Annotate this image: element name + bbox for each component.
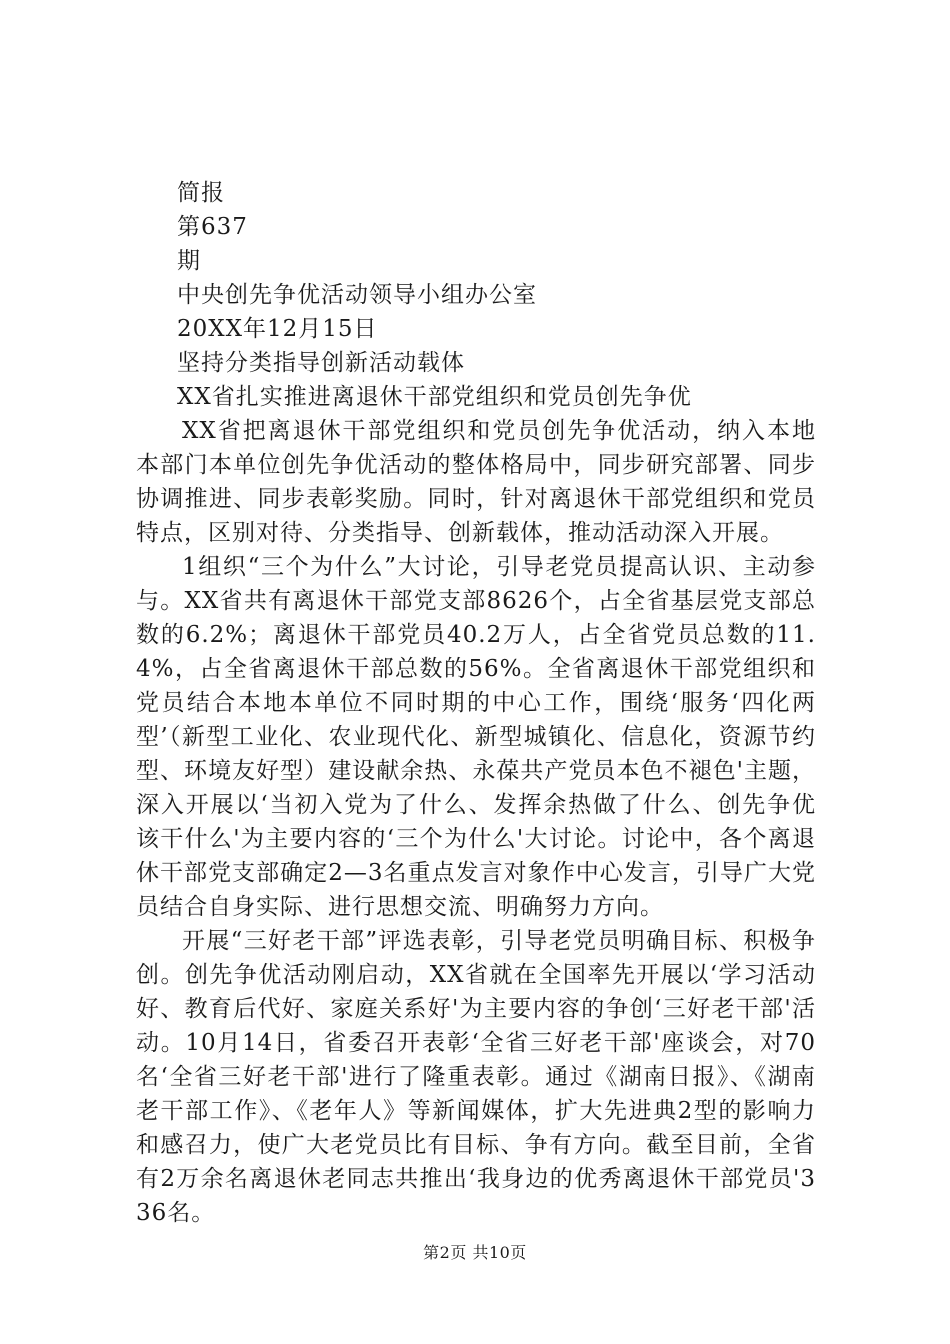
issue-number: 第637 (177, 214, 248, 240)
issue-date: 20XX年12月15日 (177, 316, 378, 342)
body-paragraph: 1组织“三个为什么”大讨论，引导老党员提高认识、主动参与。XX省共有离退休干部党支部8626个，占全省基层党支部总数的6.2%；离退休干部党员40.2万人，占全省党员总数的11.4%，占全省离退休干部总数的56%。全省离退休干部党组织和党员结合本地本单位不同时期的中心工作，围绕‘服务‘四化两型’（新型工业化、农业现代化、新型城镇化、信息化，资源节约型、环境友好型）建设献余热、永葆共产党员本色不褪色'主题，深入开展以‘当初入党为了什么、发挥余热做了什么、创先争优该干什么'为主要内容的‘三个为什么'大讨论。讨论中，各个离退休干部党支部确定2—3名重点发言对象作中心发言，引导广大党员结合自身实际、进行思想交流、明确努力方向。 (136, 554, 816, 920)
body-paragraph: 开展“三好老干部”评选表彰，引导老党员明确目标、积极争创。创先争优活动刚启动，XX省就在全国率先开展以‘学习活动好、教育后代好、家庭关系好'为主要内容的争创‘三好老干部'活动。10月14日，省委召开表彰‘全省三好老干部'座谈会，对70名‘全省三好老干部'进行了隆重表彰。通过《湖南日报》、《湖南老干部工作》、《老年人》等新闻媒体，扩大先进典2型的影响力和感召力，使广大老党员比有目标、争有方向。截至目前，全省有2万余名离退休老同志共推出‘我身边的优秀离退休干部党员'336名。 (136, 928, 816, 1226)
article-title: 坚持分类指导创新活动载体 (177, 350, 465, 376)
page-footer: 第2页 共10页 (423, 1243, 527, 1262)
document-content (136, 176, 816, 1230)
issuing-office: 中央创先争优活动领导小组办公室 (177, 282, 537, 308)
article-subtitle: XX省扎实推进离退休干部党组织和党员创先争优 (177, 384, 692, 410)
bulletin-label: 简报 (177, 180, 225, 206)
body-paragraph: XX省把离退休干部党组织和党员创先争优活动，纳入本地本部门本单位创先争优活动的整体格局中，同步研究部署、同步协调推进、同步表彰奖励。同时，针对离退休干部党组织和党员特点，区别对待、分类指导、创新载体，推动活动深入开展。 (136, 418, 816, 546)
issue-suffix: 期 (177, 248, 201, 274)
